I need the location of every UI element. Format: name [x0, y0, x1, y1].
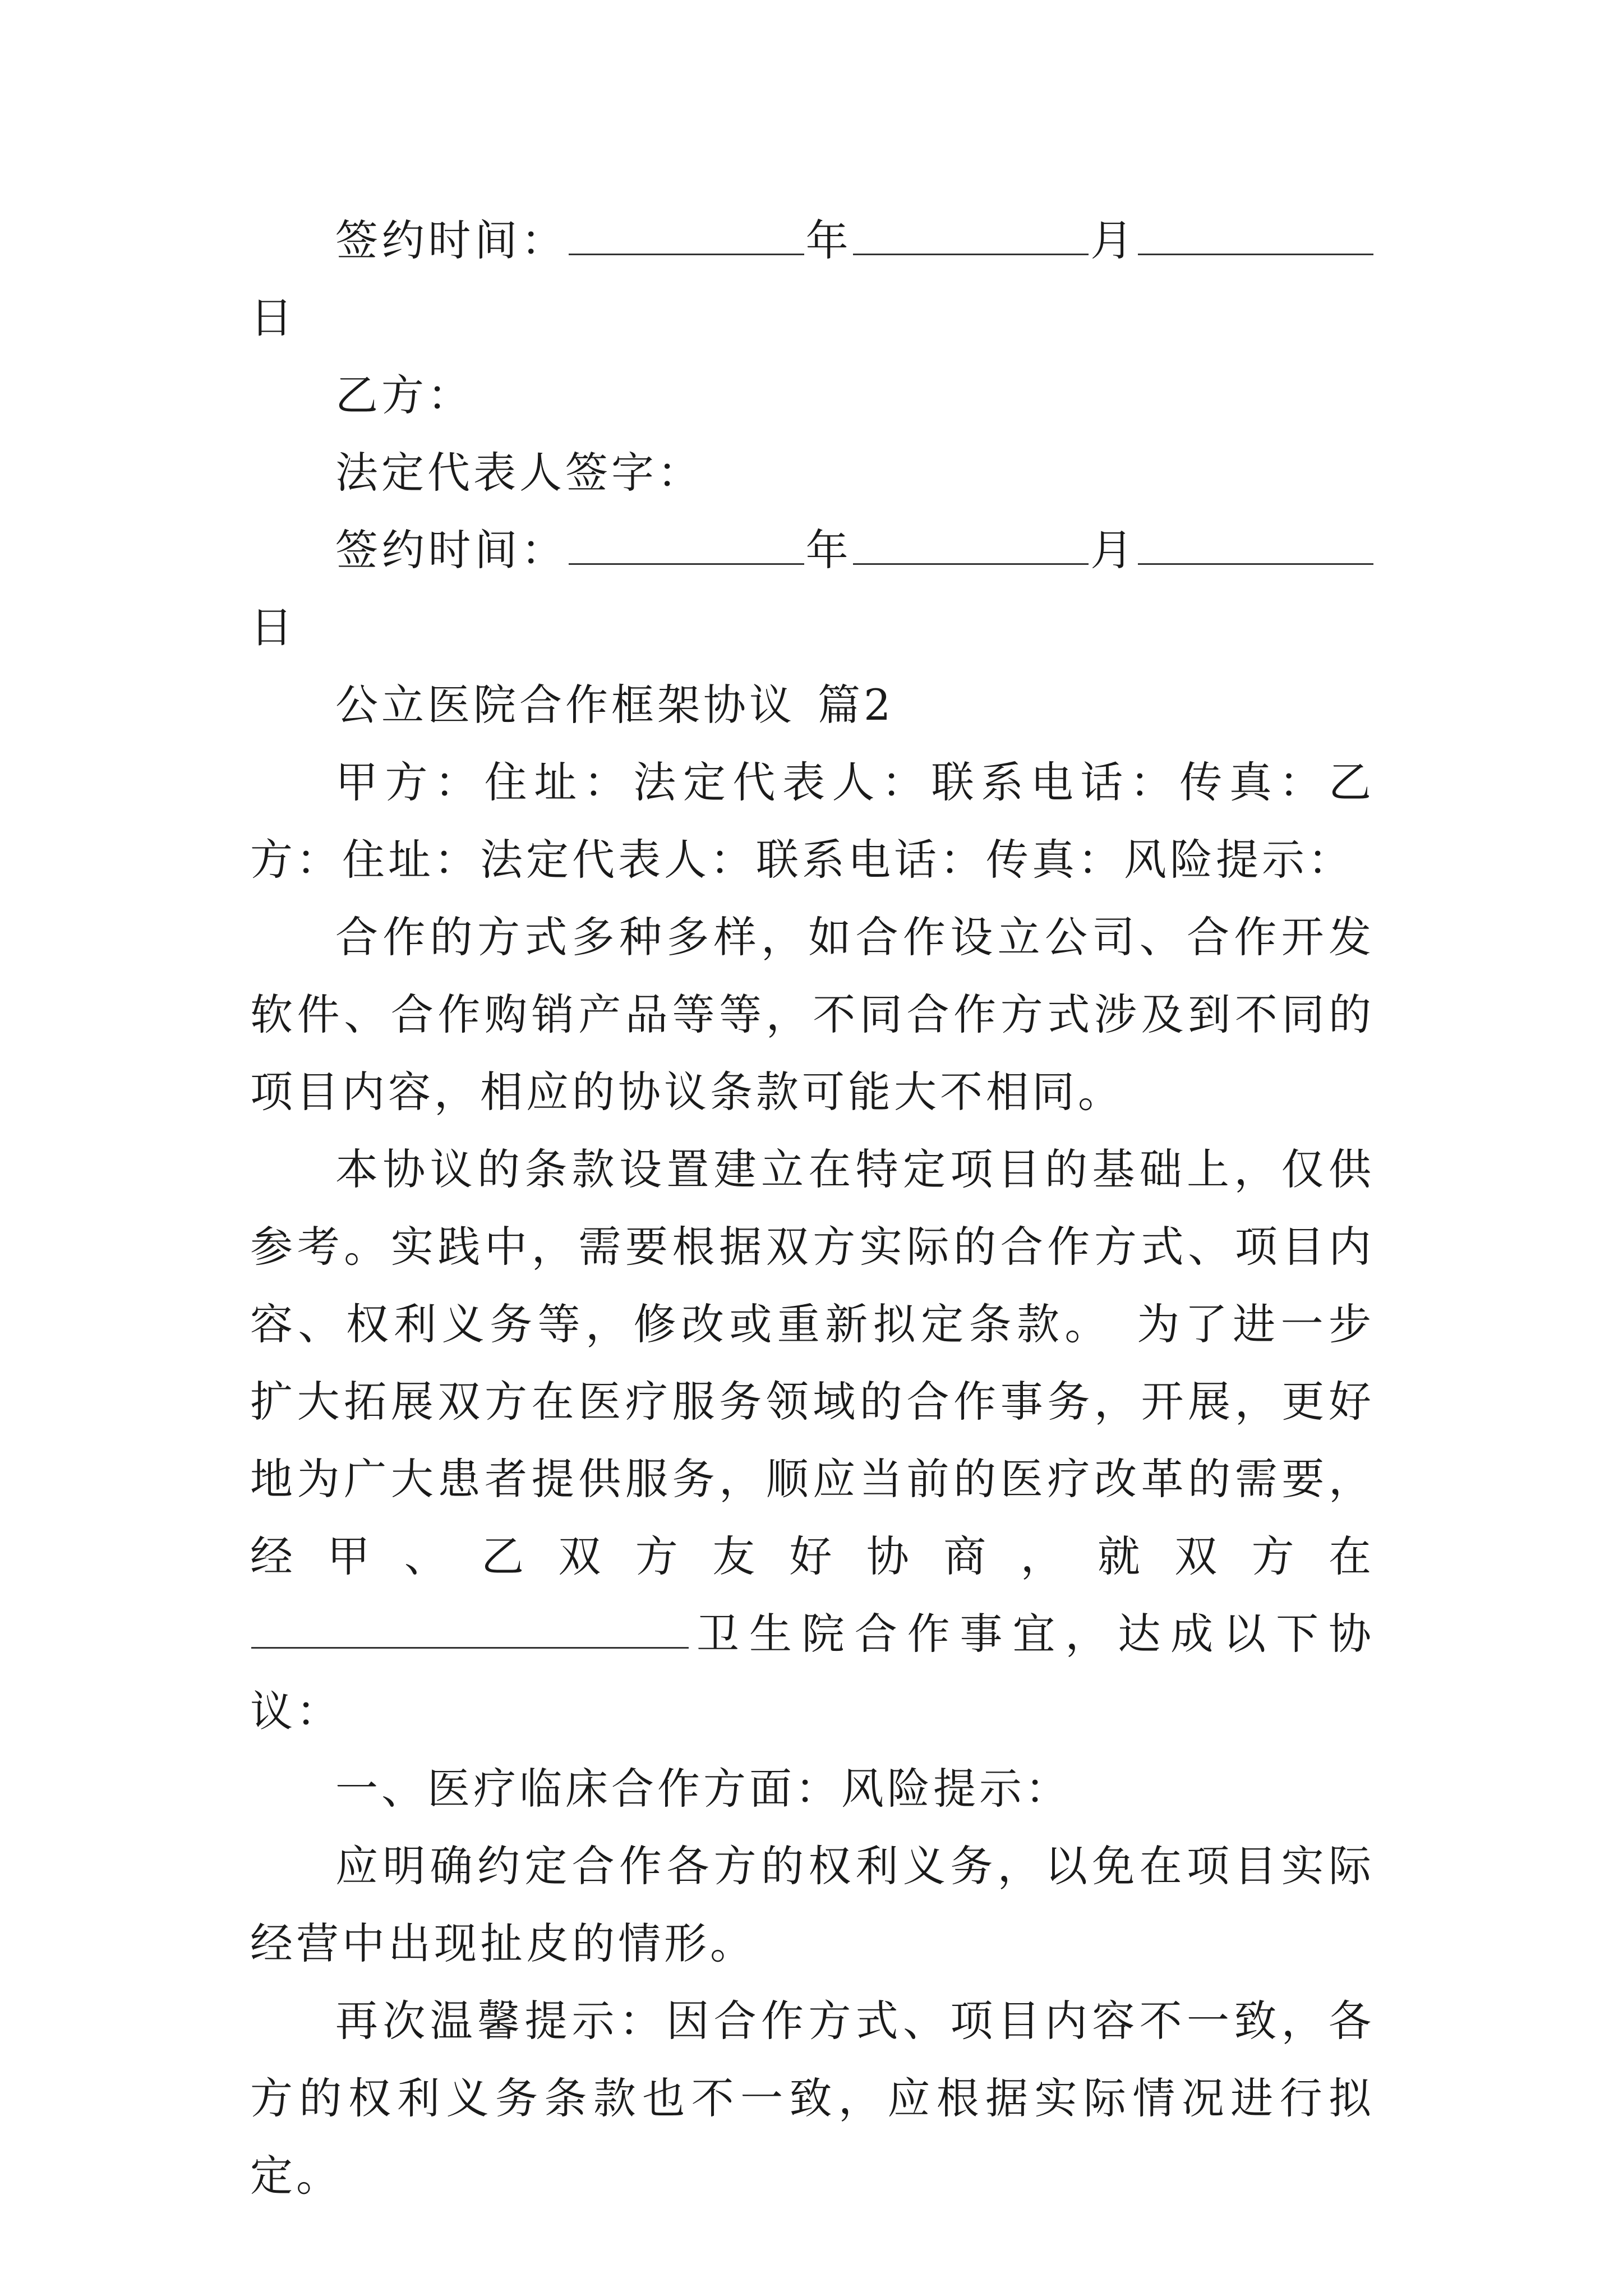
party-b-line: [250, 357, 1375, 434]
day-blank: [1138, 523, 1373, 565]
month-blank: [853, 523, 1089, 565]
cooperation-ways-paragraph: 合作的方式多种多样，如合作设立公司、合作开发软件、合作购销产品等等，不同合作方式涉及到不同的项目内容，相应的协议条款可能大不相同。: [250, 912, 1375, 1117]
document-title: 公立医院合作框架协议: [335, 680, 795, 730]
month-label: 月: [1090, 215, 1137, 265]
section-one-heading: 一、医疗临床合作方面：风险提示：: [335, 1764, 1071, 1814]
day-blank: [1138, 213, 1373, 255]
party-b-label: 乙方：: [335, 370, 473, 420]
year-blank: [569, 213, 804, 255]
year-label: 年: [805, 525, 852, 575]
reminder-paragraph: 再次温馨提示：因合作方式、项目内容不一致，各方的权利义务条款也不一致，应根据实际情况进行拟定。: [250, 1996, 1375, 2201]
purpose-end-text: 卫生院合作事宜，达成以下协议：: [250, 1609, 1375, 1736]
document-title-suffix: 篇2: [818, 680, 895, 730]
purpose-text: 为了进一步扩大拓展双方在医疗服务领域的合作事务，开展，更好地为广大患者提供服务，顺应当前的医疗改革的需要，经甲、乙双方友好协商，就双方在: [250, 1299, 1375, 1581]
rights-paragraph: 应明确约定合作各方的权利义务，以免在项目实际经营中出现扯皮的情形。: [250, 1841, 1375, 1968]
day-label: 日: [250, 293, 296, 343]
sign-time-line-b: [250, 512, 1375, 666]
section-title: [250, 666, 1375, 744]
sign-time-label: 签约时间：: [335, 215, 568, 265]
year-label: 年: [805, 215, 852, 265]
sign-time-line-a: [250, 202, 1375, 357]
legal-rep-line: [250, 434, 1375, 512]
document-body: [250, 202, 1375, 2215]
legal-rep-label: 法定代表人签字：: [335, 448, 703, 498]
parties-info-paragraph: 甲方：住址：法定代表人：联系电话：传真：乙方：住址：法定代表人：联系电话：传真：风险提示：: [250, 757, 1375, 885]
hospital-name-blank: [251, 1607, 689, 1649]
month-blank: [853, 213, 1089, 255]
reference-text: 本协议的条款设置建立在特定项目的基础上，仅供参考。实践中，需要根据双方实际的合作方式、项目内容、权利义务等，修改或重新拟定条款。: [250, 1144, 1375, 1349]
day-label: 日: [250, 602, 296, 652]
year-blank: [569, 523, 804, 565]
reference-paragraph: [250, 1131, 1375, 1750]
month-label: 月: [1090, 525, 1137, 575]
sign-time-label: 签约时间：: [335, 525, 568, 575]
